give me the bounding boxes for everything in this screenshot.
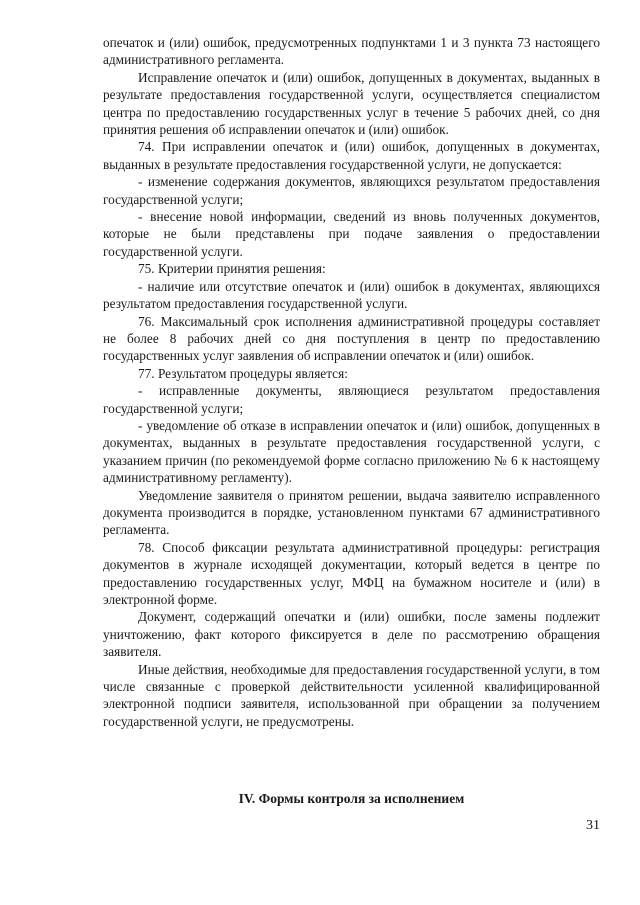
paragraph-item-77: 77. Результатом процедуры является: [138, 365, 348, 381]
document-body [103, 34, 600, 730]
paragraph-item-76: 76. Максимальный срок исполнения административной процедуры составляет не более 8 рабочих дней со дня поступления в центр по предоставлению государственных услуг заявления об исправлении опечаток и (или) ошибок. [103, 313, 600, 364]
paragraph-document-destruction: Документ, содержащий опечатки и (или) ошибки, после замены подлежит уничтожению, факт которого фиксируется в деле по рассмотрению обращения заявителя. [103, 609, 600, 660]
paragraph-item-78: 78. Способ фиксации результата административной процедуры: регистрация документов в журнале исходящей документации, который ведется в центре по предоставлению государственных услуг, МФЦ на бумажном носителе и (или) в электронной форме. [103, 539, 600, 607]
paragraph-item-75: 75. Критерии принятия решения: [138, 261, 326, 277]
list-item: - уведомление об отказе в исправлении опечаток и (или) ошибок, допущенных в документах, выданных в результате предоставления государственной услуги, с указанием причин (по рекомендуемой форме согласно приложению № 6 к настоящему административному регламенту). [103, 417, 600, 486]
list-item: - внесение новой информации, сведений из вновь полученных документов, которые не были представлены при подаче заявления о предоставлении государственной услуги. [103, 209, 600, 259]
paragraph-correction-procedure: Исправление опечаток и (или) ошибок, допущенных в документах, выданных в результате предоставления государственной услуги, осуществляется специалистом центра по предоставлению государственных услуг в течение 5 рабочих дней, со дня принятия решения об исправлении опечаток и (или) ошибок. [103, 69, 600, 138]
section-heading: IV. Формы контроля за исполнением [238, 791, 465, 806]
list-item: - исправленные документы, являющиеся результатом предоставления государственной услуги; [103, 383, 600, 416]
paragraph-other-actions: Иные действия, необходимые для предоставления государственной услуги, в том числе связанные с проверкой действительности усиленной квалифицированной электронной подписи заявителя, использованной при обращении за получением государственной услуги, не предусмотрены. [103, 661, 600, 729]
page-number: 31 [586, 818, 600, 833]
list-item: - наличие или отсутствие опечаток и (или) ошибок в документах, являющихся результатом предоставления государственной услуги. [103, 278, 600, 312]
paragraph-item-74: 74. При исправлении опечаток и (или) ошибок, допущенных в документах, выданных в результате предоставления государственной услуги, не допускается: [103, 139, 600, 172]
list-item: - изменение содержания документов, являющихся результатом предоставления государственной услуги; [103, 174, 600, 207]
paragraph-continuation: опечаток и (или) ошибок, предусмотренных подпунктами 1 и 3 пункта 73 настоящего административного регламента. [103, 35, 600, 68]
paragraph-notification: Уведомление заявителя о принятом решении, выдача заявителю исправленного документа производится в порядке, установленном пунктами 67 административного регламента. [103, 487, 600, 538]
